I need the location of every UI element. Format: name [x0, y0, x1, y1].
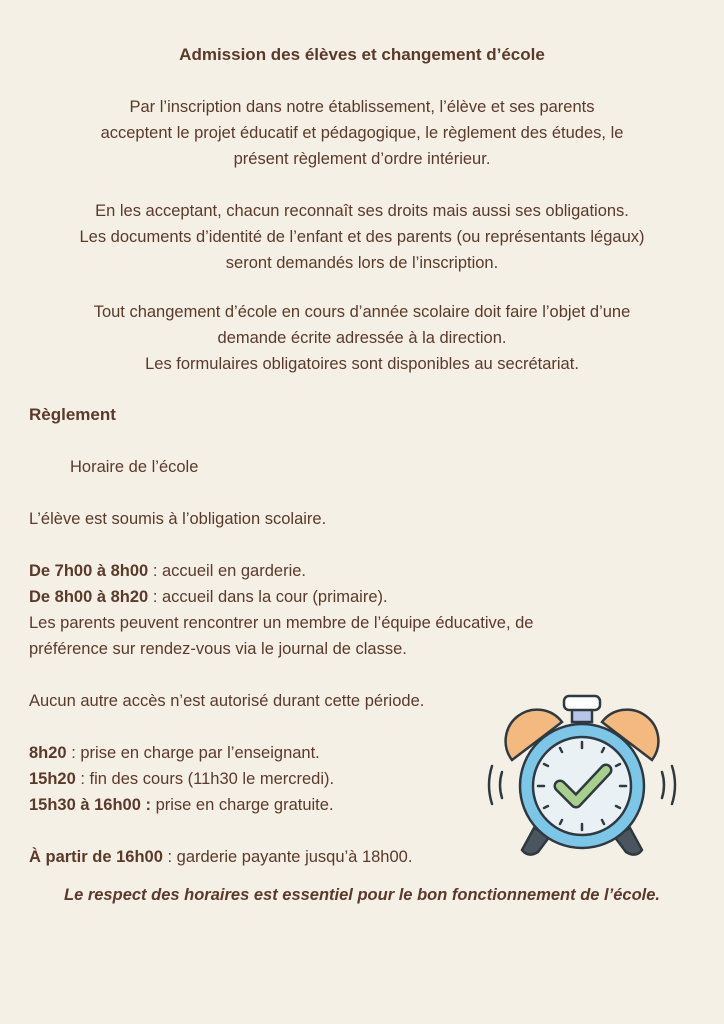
schedule-time: 15h30 à 16h00 :	[29, 796, 151, 814]
intro-line: Par l’inscription dans notre établissement, l’élève et ses parents	[129, 98, 595, 116]
schedule-line	[29, 766, 499, 792]
reglement-section	[29, 402, 534, 870]
obligations-paragraph	[20, 198, 704, 276]
reglement-heading: Règlement	[29, 405, 116, 424]
schedule-time: À partir de 16h00	[29, 848, 163, 866]
schedule-line	[29, 792, 499, 818]
obligations-line: En les acceptant, chacun reconnaît ses droits mais aussi ses obligations.	[95, 202, 629, 220]
schedule-text: : garderie payante jusqu’à 18h00.	[162, 848, 413, 866]
change-school-line: demande écrite adressée à la direction.	[217, 329, 507, 347]
schedule-line	[29, 844, 499, 870]
schedule-text: : fin des cours (11h30 le mercredi).	[75, 770, 335, 788]
schedule-line	[29, 558, 499, 584]
schedule-time: 15h20	[29, 770, 76, 788]
page-title: Admission des élèves et changement d’école	[179, 45, 545, 64]
schedule-time: De 8h00 à 8h20	[29, 588, 149, 606]
schedule-text: : accueil en garderie.	[148, 562, 307, 580]
schedule-text: : prise en charge par l’enseignant.	[66, 744, 320, 762]
no-access-text: Aucun autre accès n’est autorisé durant cette période.	[29, 692, 425, 710]
change-school-paragraph	[20, 299, 704, 377]
obligation-text: L’élève est soumis à l’obligation scolaire.	[29, 510, 327, 528]
schedule-line	[29, 584, 499, 610]
obligations-line: seront demandés lors de l’inscription.	[225, 254, 499, 272]
footer-note: Le respect des horaires est essentiel pour le bon fonctionnement de l’école.	[64, 886, 660, 904]
horaire-subheading: Horaire de l’école	[70, 458, 199, 476]
intro-line: présent règlement d’ordre intérieur.	[233, 150, 491, 168]
alarm-clock-icon	[482, 690, 682, 865]
schedule-line	[29, 740, 499, 766]
intro-paragraph	[20, 94, 704, 172]
schedule-time: 8h20	[29, 744, 67, 762]
intro-line: acceptent le projet éducatif et pédagogique, le règlement des études, le	[100, 124, 624, 142]
parents-line: préférence sur rendez-vous via le journal de classe.	[29, 640, 407, 658]
parents-line: Les parents peuvent rencontrer un membre de l’équipe éducative, de	[29, 614, 534, 632]
change-school-line: Les formulaires obligatoires sont disponibles au secrétariat.	[145, 355, 579, 373]
obligations-line: Les documents d’identité de l’enfant et des parents (ou représentants légaux)	[79, 228, 645, 246]
change-school-line: Tout changement d’école en cours d’année scolaire doit faire l’objet d’une	[93, 303, 631, 321]
schedule-text: prise en charge gratuite.	[151, 796, 334, 814]
schedule-time: De 7h00 à 8h00	[29, 562, 149, 580]
schedule-text: : accueil dans la cour (primaire).	[148, 588, 388, 606]
